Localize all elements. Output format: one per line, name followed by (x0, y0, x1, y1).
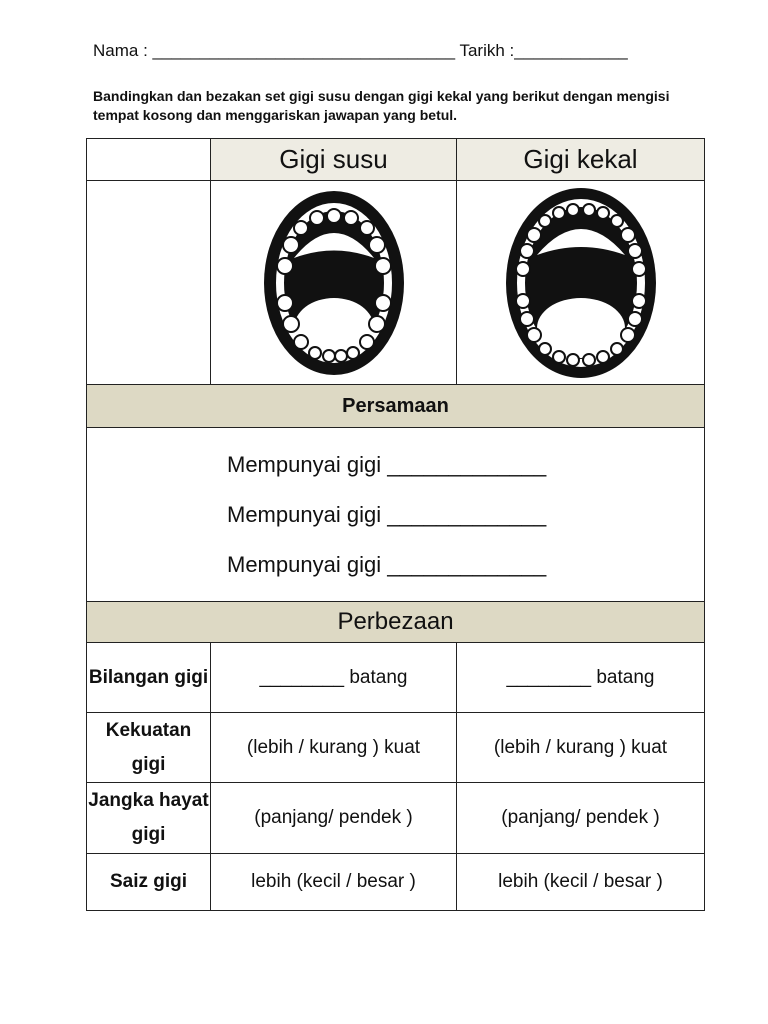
header-gigi-susu: Gigi susu (211, 139, 457, 181)
kekuatan-susu-answer[interactable]: (lebih / kurang ) kuat (211, 713, 457, 783)
bilangan-susu-answer[interactable]: ________ batang (211, 643, 457, 713)
corner-cell (87, 139, 211, 181)
bilangan-kekal-answer[interactable]: ________ batang (457, 643, 705, 713)
saiz-susu-answer[interactable]: lebih (kecil / besar ) (211, 854, 457, 911)
header-gigi-kekal: Gigi kekal (457, 139, 705, 181)
image-label-cell (87, 181, 211, 385)
persamaan-answers (87, 428, 705, 602)
persamaan-line[interactable]: Mempunyai gigi _____________ (227, 551, 547, 577)
jangka-hayat-kekal-answer[interactable]: (panjang/ pendek ) (457, 783, 705, 854)
row-label-kekuatan: Kekuatan gigi (87, 713, 211, 783)
saiz-kekal-answer[interactable]: lebih (kecil / besar ) (457, 854, 705, 911)
jangka-hayat-susu-answer[interactable]: (panjang/ pendek ) (211, 783, 457, 854)
perbezaan-heading: Perbezaan (87, 602, 705, 643)
row-label-jangka-hayat: Jangka hayat gigi (87, 783, 211, 854)
row-label-saiz: Saiz gigi (87, 854, 211, 911)
name-date-line: Nama : ________________________________ Tarikh :____________ (93, 41, 628, 60)
baby-teeth-image-cell (211, 181, 457, 385)
persamaan-line[interactable]: Mempunyai gigi _____________ (227, 501, 547, 527)
row-label-bilangan: Bilangan gigi (87, 643, 211, 713)
adult-teeth-mouth-illustration (501, 183, 661, 383)
persamaan-heading: Persamaan (87, 385, 705, 428)
comparison-table (86, 138, 705, 911)
persamaan-line[interactable]: Mempunyai gigi _____________ (227, 451, 547, 477)
adult-teeth-image-cell (457, 181, 705, 385)
kekuatan-kekal-answer[interactable]: (lebih / kurang ) kuat (457, 713, 705, 783)
baby-teeth-mouth-illustration (259, 188, 409, 378)
instruction-text: Bandingkan dan bezakan set gigi susu dengan gigi kekal yang berikut dengan mengisi tempat kosong dan menggariskan jawapan yang betul. (93, 88, 670, 123)
